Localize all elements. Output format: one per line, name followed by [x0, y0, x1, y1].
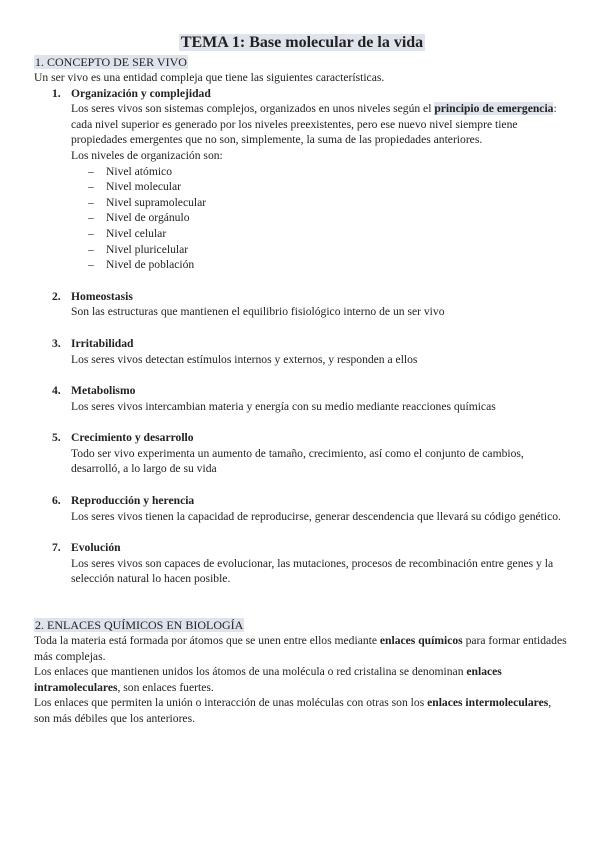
- section2-paragraph-1: Toda la materia está formada por átomos que se unen entre ellos mediante enlaces químicos para formar entidades más complejas.: [34, 634, 567, 663]
- level-item: – Nivel celular: [71, 226, 570, 242]
- list-item-reproduccion: [34, 493, 570, 524]
- list-item-irritabilidad: [34, 336, 570, 367]
- item-number: 6.: [52, 494, 61, 508]
- item-title: Irritabilidad: [71, 336, 134, 350]
- item-title: Evolución: [71, 541, 121, 555]
- item-title: Crecimiento y desarrollo: [71, 431, 194, 445]
- item-title: Organización y complejidad: [71, 86, 211, 100]
- item-title: Reproducción y herencia: [71, 494, 195, 508]
- section2-paragraph-2: Los enlaces que mantienen unidos los átomos de una molécula o red cristalina se denominan enlaces intramoleculares, son enlaces fuertes.: [34, 665, 502, 694]
- characteristics-list: [34, 86, 570, 587]
- page-title: TEMA 1: Base molecular de la vida: [180, 34, 424, 51]
- item-text: Son las estructuras que mantienen el equilibrio fisiológico interno de un ser vivo: [71, 305, 445, 319]
- bold-enlaces-intramoleculares: enlaces intramoleculares: [34, 665, 502, 694]
- levels-list: [71, 164, 570, 273]
- item-text: Los seres vivos intercambian materia y energía con su medio mediante reacciones químicas: [71, 399, 496, 413]
- levels-intro: Los niveles de organización son:: [71, 148, 223, 162]
- item-title: Metabolismo: [71, 384, 136, 398]
- section-heading-2: 2. ENLACES QUÍMICOS EN BIOLOGÍA: [35, 618, 244, 633]
- level-item: – Nivel pluricelular: [71, 242, 570, 258]
- list-item-crecimiento: [34, 430, 570, 477]
- item-text: Los seres vivos son sistemas complejos, organizados en unos niveles según el principio de emergencia: cada nivel superior es generado por los niveles preexistentes, pero ese nuevo nivel siempre tiene propiedades emergentes que no son, simplemente, la suma de las propiedades anteriores.: [71, 102, 557, 147]
- item-title: Homeostasis: [71, 289, 133, 303]
- item-text: Los seres vivos detectan estímulos internos y externos, y responden a ellos: [71, 352, 418, 366]
- item-text: Los seres vivos son capaces de evolucionar, las mutaciones, procesos de recombinación entre genes y la selección natural lo hacen posible.: [71, 556, 554, 586]
- list-item-evolucion: [34, 540, 570, 587]
- level-item: – Nivel de población: [71, 257, 570, 273]
- item-number: 5.: [52, 431, 61, 445]
- list-item-metabolismo: [34, 383, 570, 414]
- bold-enlaces-quimicos: enlaces químicos: [379, 634, 463, 648]
- item-number: 4.: [52, 384, 61, 398]
- section1-intro: Un ser vivo es una entidad compleja que tiene las siguientes características.: [34, 71, 385, 84]
- level-item: – Nivel atómico: [71, 164, 570, 180]
- item-number: 7.: [52, 541, 61, 555]
- item-number: 2.: [52, 289, 61, 303]
- item-number: 1.: [52, 86, 61, 100]
- item-number: 3.: [52, 336, 61, 350]
- item-text: Los seres vivos tienen la capacidad de reproducirse, generar descendencia que llevará su código genético.: [71, 509, 561, 523]
- list-item-organizacion: [34, 86, 570, 273]
- level-item: – Nivel de orgánulo: [71, 210, 570, 226]
- level-item: – Nivel supramolecular: [71, 195, 570, 211]
- highlight-principio-emergencia: principio de emergencia: [434, 102, 554, 116]
- section-heading-1: 1. CONCEPTO DE SER VIVO: [35, 55, 187, 69]
- section2-paragraph-3: Los enlaces que permiten la unión o interacción de unas moléculas con otras son los enlaces intermoleculares, son más débiles que los anteriores.: [34, 696, 552, 725]
- level-item: – Nivel molecular: [71, 179, 570, 195]
- list-item-homeostasis: [34, 289, 570, 320]
- bold-enlaces-intermoleculares: enlaces intermoleculares: [427, 696, 549, 710]
- item-text: Todo ser vivo experimenta un aumento de tamaño, crecimiento, así como el conjunto de cambios, desarrolló, a lo largo de su vida: [71, 446, 524, 476]
